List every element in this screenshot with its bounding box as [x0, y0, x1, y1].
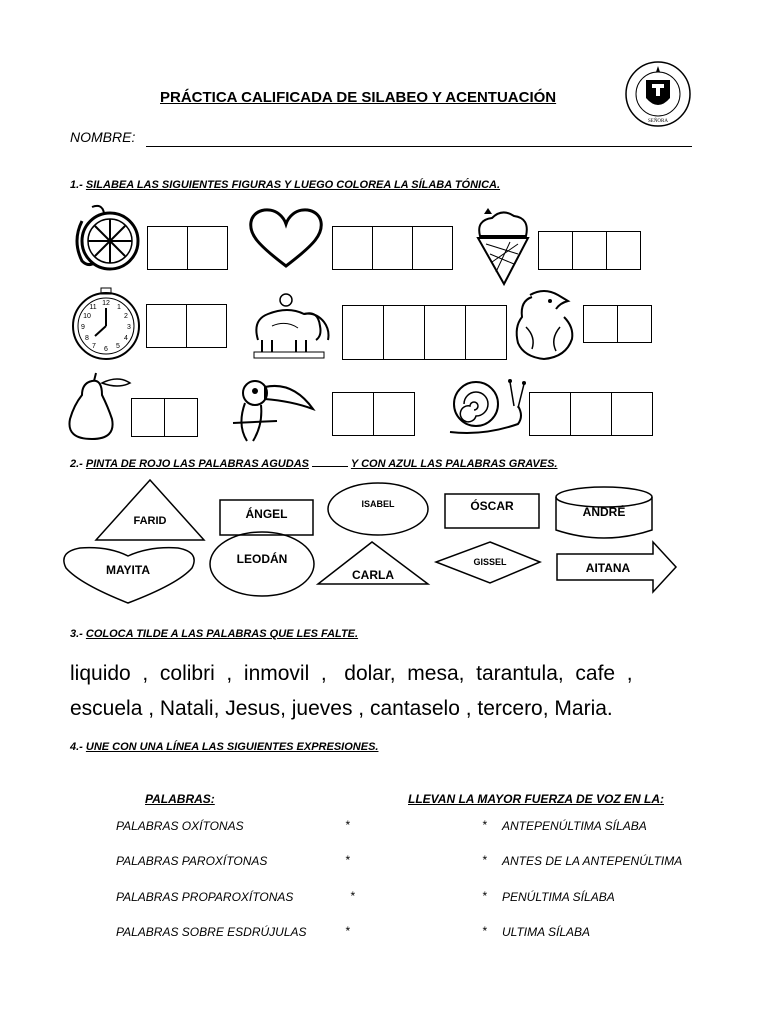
word-angel[interactable]: ÁNGEL: [245, 507, 288, 521]
seal-text: SEÑORA: [647, 119, 669, 124]
word-andre[interactable]: ANDRÉ: [582, 505, 626, 519]
triangle-shape: [96, 480, 204, 540]
nombre-label: NOMBRE:: [70, 129, 136, 145]
word-aitana[interactable]: AITANA: [585, 561, 631, 575]
svg-text:5: 5: [116, 343, 120, 350]
section2-instruction-a: PINTA DE ROJO LAS PALABRAS AGUDAS: [85, 458, 309, 470]
ellipse-shape: [328, 483, 428, 535]
section3-heading: [70, 628, 358, 640]
section1-number: 1.-: [70, 179, 83, 191]
right-item-1: ANTEPENÚLTIMA SÍLABA: [502, 819, 647, 833]
svg-text:11: 11: [89, 304, 97, 311]
word-carla[interactable]: CARLA: [352, 568, 394, 582]
page-title: PRÁCTICA CALIFICADA DE SILABEO Y ACENTUACIÓN: [160, 89, 557, 106]
right-marker-4[interactable]: *: [482, 924, 487, 938]
word-isabel[interactable]: ISABEL: [361, 499, 395, 509]
left-item-4: PALABRAS SOBRE ESDRÚJULAS: [116, 925, 307, 939]
words-line-1: liquido , colibri , inmovil , dolar, mesa, tarantula, cafe ,: [70, 662, 633, 685]
svg-text:4: 4: [124, 335, 128, 342]
word-farid[interactable]: FARID: [133, 515, 167, 527]
left-marker-4[interactable]: *: [345, 924, 350, 938]
section2-instruction-b: Y CON AZUL LAS PALABRAS GRAVES.: [350, 458, 558, 470]
words-line-2: escuela , Natali, Jesus, jueves , cantaselo , tercero, Maria.: [70, 697, 613, 720]
left-item-1: PALABRAS OXÍTONAS: [116, 819, 244, 833]
svg-text:7: 7: [92, 343, 96, 350]
left-column-header: PALABRAS:: [145, 792, 215, 806]
svg-text:6: 6: [104, 346, 108, 353]
section4-instruction: UNE CON UNA LÍNEA LAS SIGUIENTES EXPRESIONES.: [85, 741, 379, 753]
section3-number: 3.-: [70, 628, 83, 640]
right-marker-3[interactable]: *: [482, 889, 487, 903]
right-item-3: PENÚLTIMA SÍLABA: [502, 890, 615, 904]
right-item-2: ANTES DE LA ANTEPENÚLTIMA: [502, 854, 683, 868]
right-marker-1[interactable]: *: [482, 818, 487, 832]
right-column-header: LLEVAN LA MAYOR FUERZA DE VOZ EN LA:: [408, 792, 664, 806]
word-oscar[interactable]: ÓSCAR: [470, 499, 514, 513]
section4-heading: [70, 741, 378, 753]
svg-text:1: 1: [117, 304, 121, 311]
svg-text:10: 10: [83, 313, 91, 320]
word-gissel[interactable]: GISSEL: [473, 557, 507, 567]
svg-text:3: 3: [127, 324, 131, 331]
section3-instruction: COLOCA TILDE A LAS PALABRAS QUE LES FALTE.: [85, 628, 359, 640]
left-item-3: PALABRAS PROPAROXÍTONAS: [116, 890, 294, 904]
section1-instruction: SILABEA LAS SIGUIENTES FIGURAS Y LUEGO COLOREA LA SÍLABA TÓNICA.: [85, 179, 501, 191]
svg-text:2: 2: [124, 313, 128, 320]
word-mayita[interactable]: MAYITA: [105, 563, 150, 577]
left-marker-2[interactable]: *: [345, 853, 350, 867]
svg-text:8: 8: [85, 335, 89, 342]
right-marker-2[interactable]: *: [482, 853, 487, 867]
svg-text:9: 9: [81, 324, 85, 331]
left-marker-1[interactable]: *: [345, 818, 350, 832]
word-leodan[interactable]: LEODÁN: [236, 552, 288, 566]
right-item-4: ULTIMA SÍLABA: [502, 925, 591, 939]
section2-number: 2.-: [70, 458, 83, 470]
left-marker-3[interactable]: *: [350, 889, 355, 903]
svg-text:12: 12: [102, 300, 110, 307]
left-item-2: PALABRAS PAROXÍTONAS: [116, 854, 268, 868]
section4-number: 4.-: [70, 741, 83, 753]
